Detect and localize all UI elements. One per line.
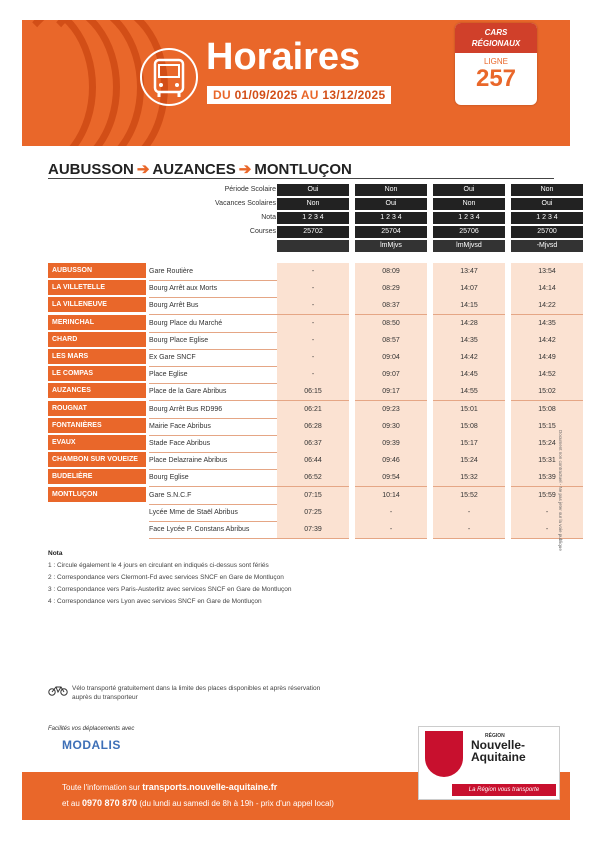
date-start: 01/09/2025 bbox=[234, 88, 298, 102]
header-cell: 25702 bbox=[277, 226, 349, 238]
header-cell: 1 2 3 4 bbox=[355, 212, 427, 224]
header-cell: -Mjvsd bbox=[511, 240, 583, 252]
time-cell: 14:22 bbox=[511, 297, 583, 315]
stop-cell: Face Lycée P. Constans Abribus bbox=[149, 521, 277, 539]
stop-cell: Mairie Face Abribus bbox=[149, 418, 277, 436]
stop-cell: Gare S.N.C.F bbox=[149, 487, 277, 505]
header-row-label: Courses bbox=[249, 228, 276, 235]
header-cell: 1 2 3 4 bbox=[277, 212, 349, 224]
notes-title: Nota bbox=[48, 550, 63, 557]
city-cell: LA VILLETELLE bbox=[48, 280, 146, 296]
city-cell: CHARD bbox=[48, 332, 146, 348]
lion-crest-icon bbox=[425, 731, 463, 777]
dates-prefix: DU bbox=[213, 88, 231, 102]
time-cell: 09:17 bbox=[355, 383, 427, 401]
footer-prefix2: et au bbox=[62, 799, 80, 808]
time-cell: 15:08 bbox=[433, 418, 505, 436]
city-cell: LA VILLENEUVE bbox=[48, 297, 146, 313]
table-row bbox=[48, 332, 554, 349]
route-from: AUBUSSON bbox=[48, 161, 134, 178]
footer-prefix: Toute l'information sur bbox=[62, 783, 141, 792]
region-tagline: La Région vous transporte bbox=[452, 784, 556, 796]
line-badge bbox=[455, 23, 537, 105]
time-cell: - bbox=[277, 297, 349, 315]
header-cell: Non bbox=[511, 184, 583, 196]
time-cell: - bbox=[277, 366, 349, 384]
time-cell: 06:21 bbox=[277, 401, 349, 419]
header-row bbox=[48, 184, 554, 196]
stop-cell: Bourg Place du Marché bbox=[149, 315, 277, 333]
stop-cell: Ex Gare SNCF bbox=[149, 349, 277, 367]
table-row bbox=[48, 452, 554, 469]
city-cell: BUDELIÈRE bbox=[48, 469, 146, 485]
table-row bbox=[48, 487, 554, 504]
arrow-icon: ➔ bbox=[136, 161, 150, 178]
facilities-label: Facilités vos déplacements avec bbox=[48, 726, 135, 732]
table-row bbox=[48, 315, 554, 332]
note-item: 3 : Correspondance vers Paris-Austerlitz avec services SNCF en Gare de Montluçon bbox=[48, 586, 292, 593]
stop-cell: Place de la Gare Abribus bbox=[149, 383, 277, 401]
city-cell: AUBUSSON bbox=[48, 263, 146, 279]
time-cell: 08:50 bbox=[355, 315, 427, 333]
header-cell: Non bbox=[277, 198, 349, 210]
header-cell: 1 2 3 4 bbox=[511, 212, 583, 224]
line-label: LIGNE bbox=[483, 57, 508, 66]
footer-line2 bbox=[62, 798, 334, 808]
time-cell: 10:14 bbox=[355, 487, 427, 505]
route-to: MONTLUÇON bbox=[254, 161, 352, 178]
header-row-label: Nota bbox=[261, 214, 276, 221]
note-item: 2 : Correspondance vers Clermont-Fd avec services SNCF en Gare de Montluçon bbox=[48, 574, 284, 581]
route-title bbox=[48, 160, 352, 178]
header-row bbox=[48, 226, 557, 238]
brand-line1: CARS bbox=[484, 28, 508, 37]
stop-cell: Bourg Eglise bbox=[149, 469, 277, 487]
table-row bbox=[48, 349, 554, 366]
time-cell: - bbox=[511, 521, 583, 539]
time-cell: 08:09 bbox=[355, 263, 427, 281]
city-cell: AUZANCES bbox=[48, 383, 146, 399]
header-cell: Non bbox=[433, 198, 505, 210]
table-row bbox=[48, 469, 554, 486]
time-cell: - bbox=[277, 280, 349, 298]
modalis-logo: MODALIS bbox=[62, 738, 121, 752]
time-cell: 14:42 bbox=[433, 349, 505, 367]
header-row bbox=[48, 240, 558, 252]
time-cell: 14:52 bbox=[511, 366, 583, 384]
header-cell: 1 2 3 4 bbox=[433, 212, 505, 224]
time-cell: 07:25 bbox=[277, 504, 349, 522]
time-cell: 14:14 bbox=[511, 280, 583, 298]
bus-icon bbox=[140, 46, 198, 108]
time-cell: 07:39 bbox=[277, 521, 349, 539]
page-title: Horaires bbox=[206, 36, 361, 78]
region-label: RÉGION bbox=[485, 733, 505, 739]
time-cell: 09:54 bbox=[355, 469, 427, 487]
time-cell: 09:23 bbox=[355, 401, 427, 419]
time-cell: 06:28 bbox=[277, 418, 349, 436]
line-number: 257 bbox=[475, 65, 517, 92]
time-cell: - bbox=[511, 504, 583, 522]
time-cell: 07:15 bbox=[277, 487, 349, 505]
table-row bbox=[48, 504, 554, 521]
header-cell: 25706 bbox=[433, 226, 505, 238]
time-cell: 14:49 bbox=[511, 349, 583, 367]
footer-site-link[interactable]: transports.nouvelle-aquitaine.fr bbox=[142, 782, 278, 792]
time-cell: 09:04 bbox=[355, 349, 427, 367]
stop-cell: Bourg Arrêt aux Morts bbox=[149, 280, 277, 298]
table-row bbox=[48, 521, 554, 538]
time-cell: 09:30 bbox=[355, 418, 427, 436]
region-name-1: Nouvelle- bbox=[471, 738, 526, 752]
brand-line2: RÉGIONAUX bbox=[471, 39, 521, 48]
header-cell: Oui bbox=[433, 184, 505, 196]
time-cell: 15:17 bbox=[433, 435, 505, 453]
time-cell: 06:44 bbox=[277, 452, 349, 470]
brand-tag bbox=[455, 23, 537, 53]
time-cell: 08:29 bbox=[355, 280, 427, 298]
time-cell: 14:28 bbox=[433, 315, 505, 333]
time-cell: 15:32 bbox=[433, 469, 505, 487]
stop-cell: Place Eglise bbox=[149, 366, 277, 384]
table-row bbox=[48, 383, 554, 400]
note-item: 1 : Circule également le 4 jours en circulant en indiqués ci-dessus sont fériés bbox=[48, 562, 269, 569]
table-row bbox=[48, 297, 554, 314]
time-cell: 14:42 bbox=[511, 332, 583, 350]
time-cell: 06:52 bbox=[277, 469, 349, 487]
time-cell: - bbox=[277, 349, 349, 367]
stop-cell: Gare Routière bbox=[149, 263, 277, 281]
route-via: AUZANCES bbox=[152, 161, 236, 178]
header-cell: Oui bbox=[511, 198, 583, 210]
stop-cell: Place Delazraine Abribus bbox=[149, 452, 277, 470]
time-cell: - bbox=[433, 504, 505, 522]
time-cell: 14:35 bbox=[433, 332, 505, 350]
header-cell: 25700 bbox=[511, 226, 583, 238]
time-cell: - bbox=[277, 315, 349, 333]
footer-phone: 0970 870 870 bbox=[82, 798, 138, 808]
time-cell: 15:39 bbox=[511, 469, 583, 487]
table-row bbox=[48, 435, 554, 452]
city-cell: MERINCHAL bbox=[48, 315, 146, 331]
side-legal-text: Document non contractuel - Ne pas jeter sur la voie publique bbox=[558, 430, 563, 551]
footer-hours: (du lundi au samedi de 8h à 19h - prix d'un appel local) bbox=[139, 799, 334, 808]
city-cell: MONTLUÇON bbox=[48, 487, 146, 503]
city-cell: ROUGNAT bbox=[48, 401, 146, 417]
stop-cell: Stade Face Abribus bbox=[149, 435, 277, 453]
header-cell: Non bbox=[355, 184, 427, 196]
time-cell: 15:24 bbox=[511, 435, 583, 453]
city-cell: FONTANIÈRES bbox=[48, 418, 146, 434]
time-cell: 15:15 bbox=[511, 418, 583, 436]
city-cell: EVAUX bbox=[48, 435, 146, 451]
stop-cell: Bourg Arrêt Bus bbox=[149, 297, 277, 315]
header-cell: Oui bbox=[277, 184, 349, 196]
stop-cell: Lycée Mme de Staël Abribus bbox=[149, 504, 277, 522]
time-cell: - bbox=[355, 504, 427, 522]
stop-cell: Bourg Arrêt Bus RD996 bbox=[149, 401, 277, 419]
time-cell: 06:15 bbox=[277, 383, 349, 401]
header-row-label: Vacances Scolaires bbox=[215, 200, 276, 207]
time-cell: 13:47 bbox=[433, 263, 505, 281]
time-cell: 13:54 bbox=[511, 263, 583, 281]
bike-text: Vélo transporté gratuitement dans la limite des places disponibles et après réservation auprès du transporteur bbox=[72, 685, 321, 701]
time-cell: 14:35 bbox=[511, 315, 583, 333]
region-name-2: Aquitaine bbox=[471, 750, 526, 764]
time-cell: 15:31 bbox=[511, 452, 583, 470]
time-cell: - bbox=[433, 521, 505, 539]
header-cell bbox=[277, 240, 349, 252]
table-row bbox=[48, 418, 554, 435]
time-cell: 15:52 bbox=[433, 487, 505, 505]
footer-line1 bbox=[62, 782, 277, 792]
time-cell: 14:15 bbox=[433, 297, 505, 315]
time-cell: 15:24 bbox=[433, 452, 505, 470]
time-cell: 14:07 bbox=[433, 280, 505, 298]
city-cell: LES MARS bbox=[48, 349, 146, 365]
region-name bbox=[471, 739, 526, 763]
dates-mid: AU bbox=[300, 88, 319, 102]
header-row bbox=[48, 198, 554, 210]
time-cell: 15:08 bbox=[511, 401, 583, 419]
table-row bbox=[48, 280, 554, 297]
time-cell: 14:45 bbox=[433, 366, 505, 384]
header-row-label: Période Scolaire bbox=[224, 186, 276, 193]
time-cell: 09:07 bbox=[355, 366, 427, 384]
date-end: 13/12/2025 bbox=[322, 88, 386, 102]
time-cell: - bbox=[277, 332, 349, 350]
header-cell: Oui bbox=[355, 198, 427, 210]
time-cell: 08:57 bbox=[355, 332, 427, 350]
header-cell: lmMjvsd bbox=[433, 240, 505, 252]
time-cell: 15:01 bbox=[433, 401, 505, 419]
arrow-icon: ➔ bbox=[238, 161, 252, 178]
note-item: 4 : Correspondance vers Lyon avec services SNCF en Gare de Montluçon bbox=[48, 598, 262, 605]
time-cell: 15:59 bbox=[511, 487, 583, 505]
header-cell: lmMjvs bbox=[355, 240, 427, 252]
header-cell: 25704 bbox=[355, 226, 427, 238]
time-cell: - bbox=[355, 521, 427, 539]
city-cell: CHAMBON SUR VOUEIZE bbox=[48, 452, 146, 468]
validity-dates bbox=[207, 86, 391, 104]
table-row bbox=[48, 401, 554, 418]
bike-icon bbox=[48, 684, 68, 696]
header-row bbox=[48, 212, 558, 224]
time-cell: 06:37 bbox=[277, 435, 349, 453]
table-row bbox=[48, 366, 554, 383]
city-cell: LE COMPAS bbox=[48, 366, 146, 382]
time-cell: - bbox=[277, 263, 349, 281]
table-row bbox=[48, 263, 554, 280]
stop-cell: Bourg Place Eglise bbox=[149, 332, 277, 350]
time-cell: 15:02 bbox=[511, 383, 583, 401]
time-cell: 08:37 bbox=[355, 297, 427, 315]
route-divider bbox=[48, 178, 554, 179]
notes-block bbox=[48, 548, 292, 608]
time-cell: 09:46 bbox=[355, 452, 427, 470]
time-cell: 09:39 bbox=[355, 435, 427, 453]
time-cell: 14:55 bbox=[433, 383, 505, 401]
